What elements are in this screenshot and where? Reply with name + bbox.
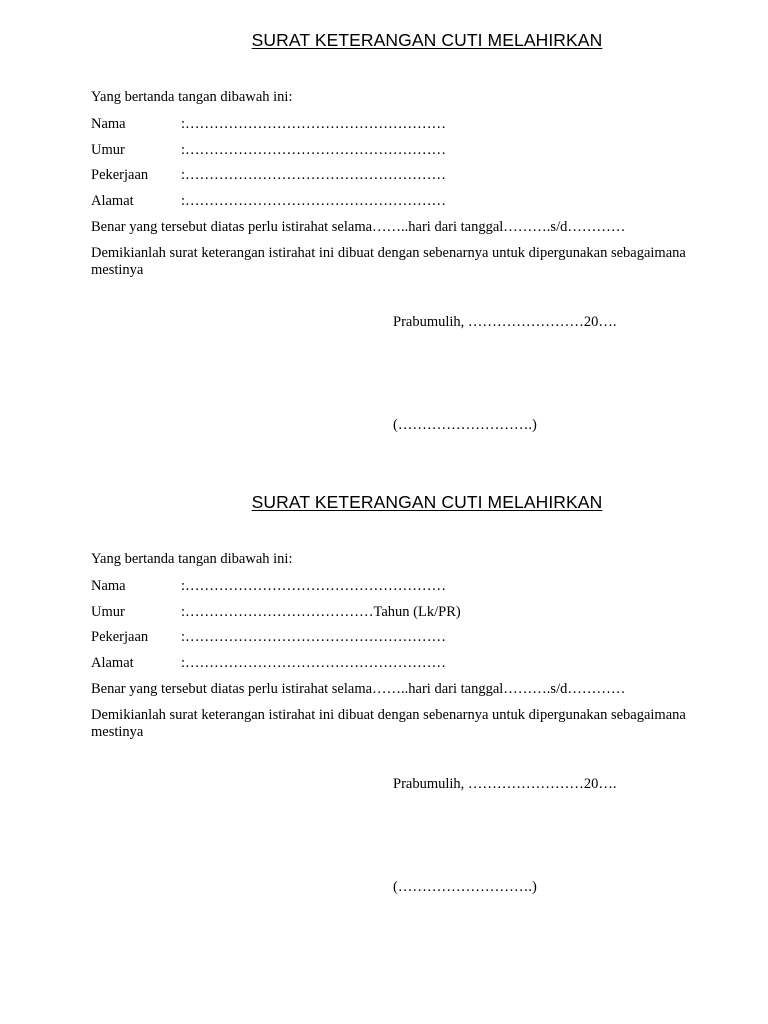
intro-text: Yang bertanda tangan dibawah ini: <box>91 551 293 567</box>
closing-paragraph: Demikianlah surat keterangan istirahat ini dibuat dengan sebenarnya untuk dipergunakan sebagaimana mestinya <box>91 245 686 278</box>
field-label-alamat: Alamat <box>91 655 134 671</box>
field-value-pekerjaan: :……………………………………………… <box>181 629 447 645</box>
field-row-alamat <box>91 193 446 210</box>
signature-line: (……………………….) <box>393 879 537 895</box>
field-value-alamat: :……………………………………………… <box>181 193 447 209</box>
field-value-nama: :……………………………………………… <box>181 116 447 132</box>
intro-text: Yang bertanda tangan dibawah ini: <box>91 89 293 105</box>
letter-title: SURAT KETERANGAN CUTI MELAHIRKAN <box>251 30 603 50</box>
field-label-alamat: Alamat <box>91 193 134 209</box>
closing-paragraph: Demikianlah surat keterangan istirahat ini dibuat dengan sebenarnya untuk dipergunakan sebagaimana mestinya <box>91 707 686 740</box>
field-row-umur <box>91 142 446 159</box>
field-row-umur <box>91 604 461 621</box>
field-row-pekerjaan <box>91 167 446 184</box>
letter-first <box>0 0 768 440</box>
field-label-nama: Nama <box>91 578 126 594</box>
rest-statement: Benar yang tersebut diatas perlu istirahat selama……..hari dari tanggal……….s/d………… <box>91 219 626 235</box>
field-value-umur: :……………………………………………… <box>181 142 447 158</box>
field-label-umur: Umur <box>91 604 125 620</box>
place-date: Prabumulih, ……………………20…. <box>393 776 617 792</box>
field-label-umur: Umur <box>91 142 125 158</box>
letter-second <box>0 462 768 902</box>
rest-statement: Benar yang tersebut diatas perlu istirahat selama……..hari dari tanggal……….s/d………… <box>91 681 626 697</box>
field-label-pekerjaan: Pekerjaan <box>91 167 149 183</box>
field-label-nama: Nama <box>91 116 126 132</box>
field-row-pekerjaan <box>91 629 446 646</box>
place-date: Prabumulih, ……………………20…. <box>393 314 617 330</box>
signature-line: (……………………….) <box>393 417 537 433</box>
field-value-alamat: :……………………………………………… <box>181 655 447 671</box>
field-value-umur: :…………………………………Tahun (Lk/PR) <box>181 604 461 620</box>
field-value-nama: :……………………………………………… <box>181 578 447 594</box>
letter-title: SURAT KETERANGAN CUTI MELAHIRKAN <box>251 492 603 512</box>
field-row-alamat <box>91 655 446 672</box>
field-row-nama <box>91 116 446 133</box>
field-label-pekerjaan: Pekerjaan <box>91 629 149 645</box>
field-row-nama <box>91 578 446 595</box>
field-value-pekerjaan: :……………………………………………… <box>181 167 447 183</box>
